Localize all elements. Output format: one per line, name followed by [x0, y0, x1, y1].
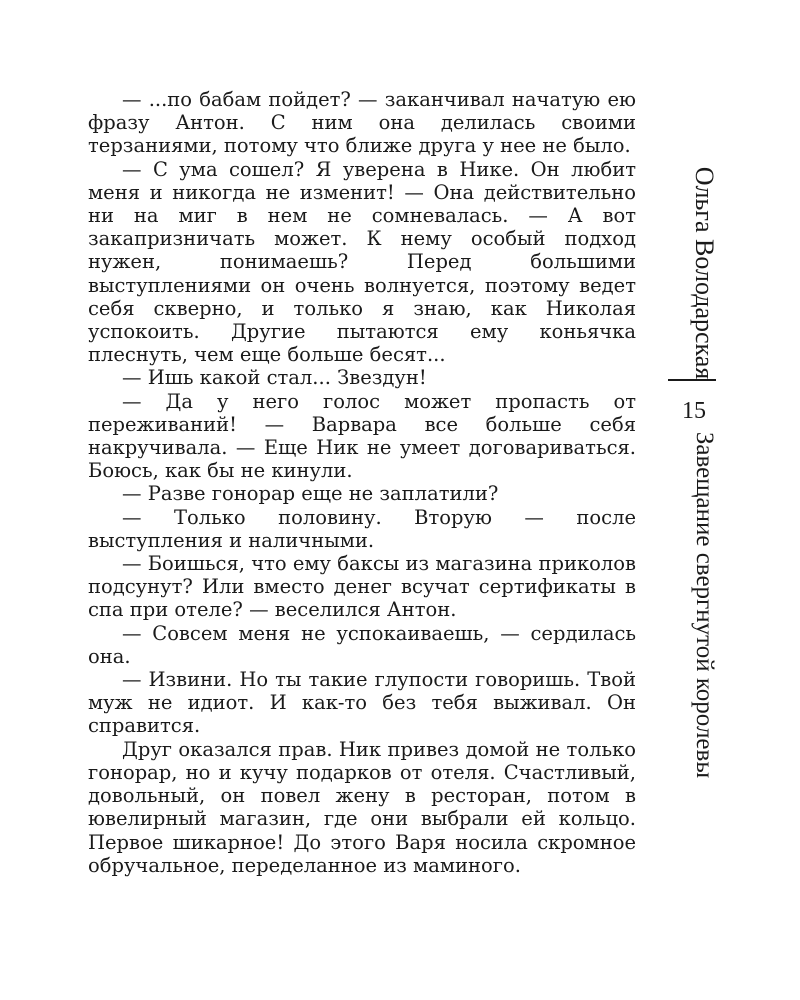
running-head-divider: [668, 379, 716, 381]
running-head-author: [690, 166, 719, 380]
paragraph: — Да у него голос может пропасть от переживаний! — Варвара все больше себя накручивала. — Еще Ник не умеет договариваться. Боюсь, как бы не кинули.: [88, 389, 636, 483]
paragraph: — Извини. Но ты такие глупости говоришь. Твой муж не идиот. И как-то без тебя выживал. Он справится.: [88, 668, 636, 738]
paragraph: — ...по бабам пойдет? — заканчивал начатую ею фразу Антон. С ним она делилась своими терзаниями, потому что ближе друга у нее не было.: [88, 88, 636, 158]
book-title: Завещание свергнутой королевы: [691, 431, 718, 779]
paragraph: — Только половину. Вторую — после выступления и наличными.: [88, 505, 636, 552]
paragraph: — Ишь какой стал... Звездун!: [122, 366, 427, 390]
paragraph: — С ума сошел? Я уверена в Нике. Он любит меня и никогда не изменит! — Она действительно ни на миг в нем не сомневалась. — А вот закапризничать может. К нему особый подход нужен, понимаешь? Перед большими выступлениями он очень волнуется, поэтому ведет себя скверно, и только я знаю, как Николая успокоить. Другие пытаются ему коньячка плеснуть, чем еще больше бесят...: [88, 157, 636, 367]
paragraph: — Боишься, что ему баксы из магазина приколов подсунут? Или вместо денег всучат сертификаты в спа при отеле? — веселился Антон.: [88, 552, 636, 622]
paragraph: — Разве гонорар еще не заплатили?: [122, 482, 499, 506]
page-body-text: [88, 88, 636, 877]
page-number: 15: [682, 398, 706, 424]
paragraph: Друг оказался прав. Ник привез домой не только гонорар, но и кучу подарков от отеля. Счастливый, довольный, он повел жену в ресторан, потом в ювелирный магазин, где они выбрали ей кольцо. Первое шикарное! До этого Варя носила скромное обручальное, переделанное из маминого.: [88, 737, 636, 877]
author-name: Ольга Володарская: [690, 166, 719, 380]
paragraph: — Совсем меня не успокаиваешь, — сердилась она.: [88, 621, 636, 668]
running-head-book-title: [691, 431, 718, 779]
